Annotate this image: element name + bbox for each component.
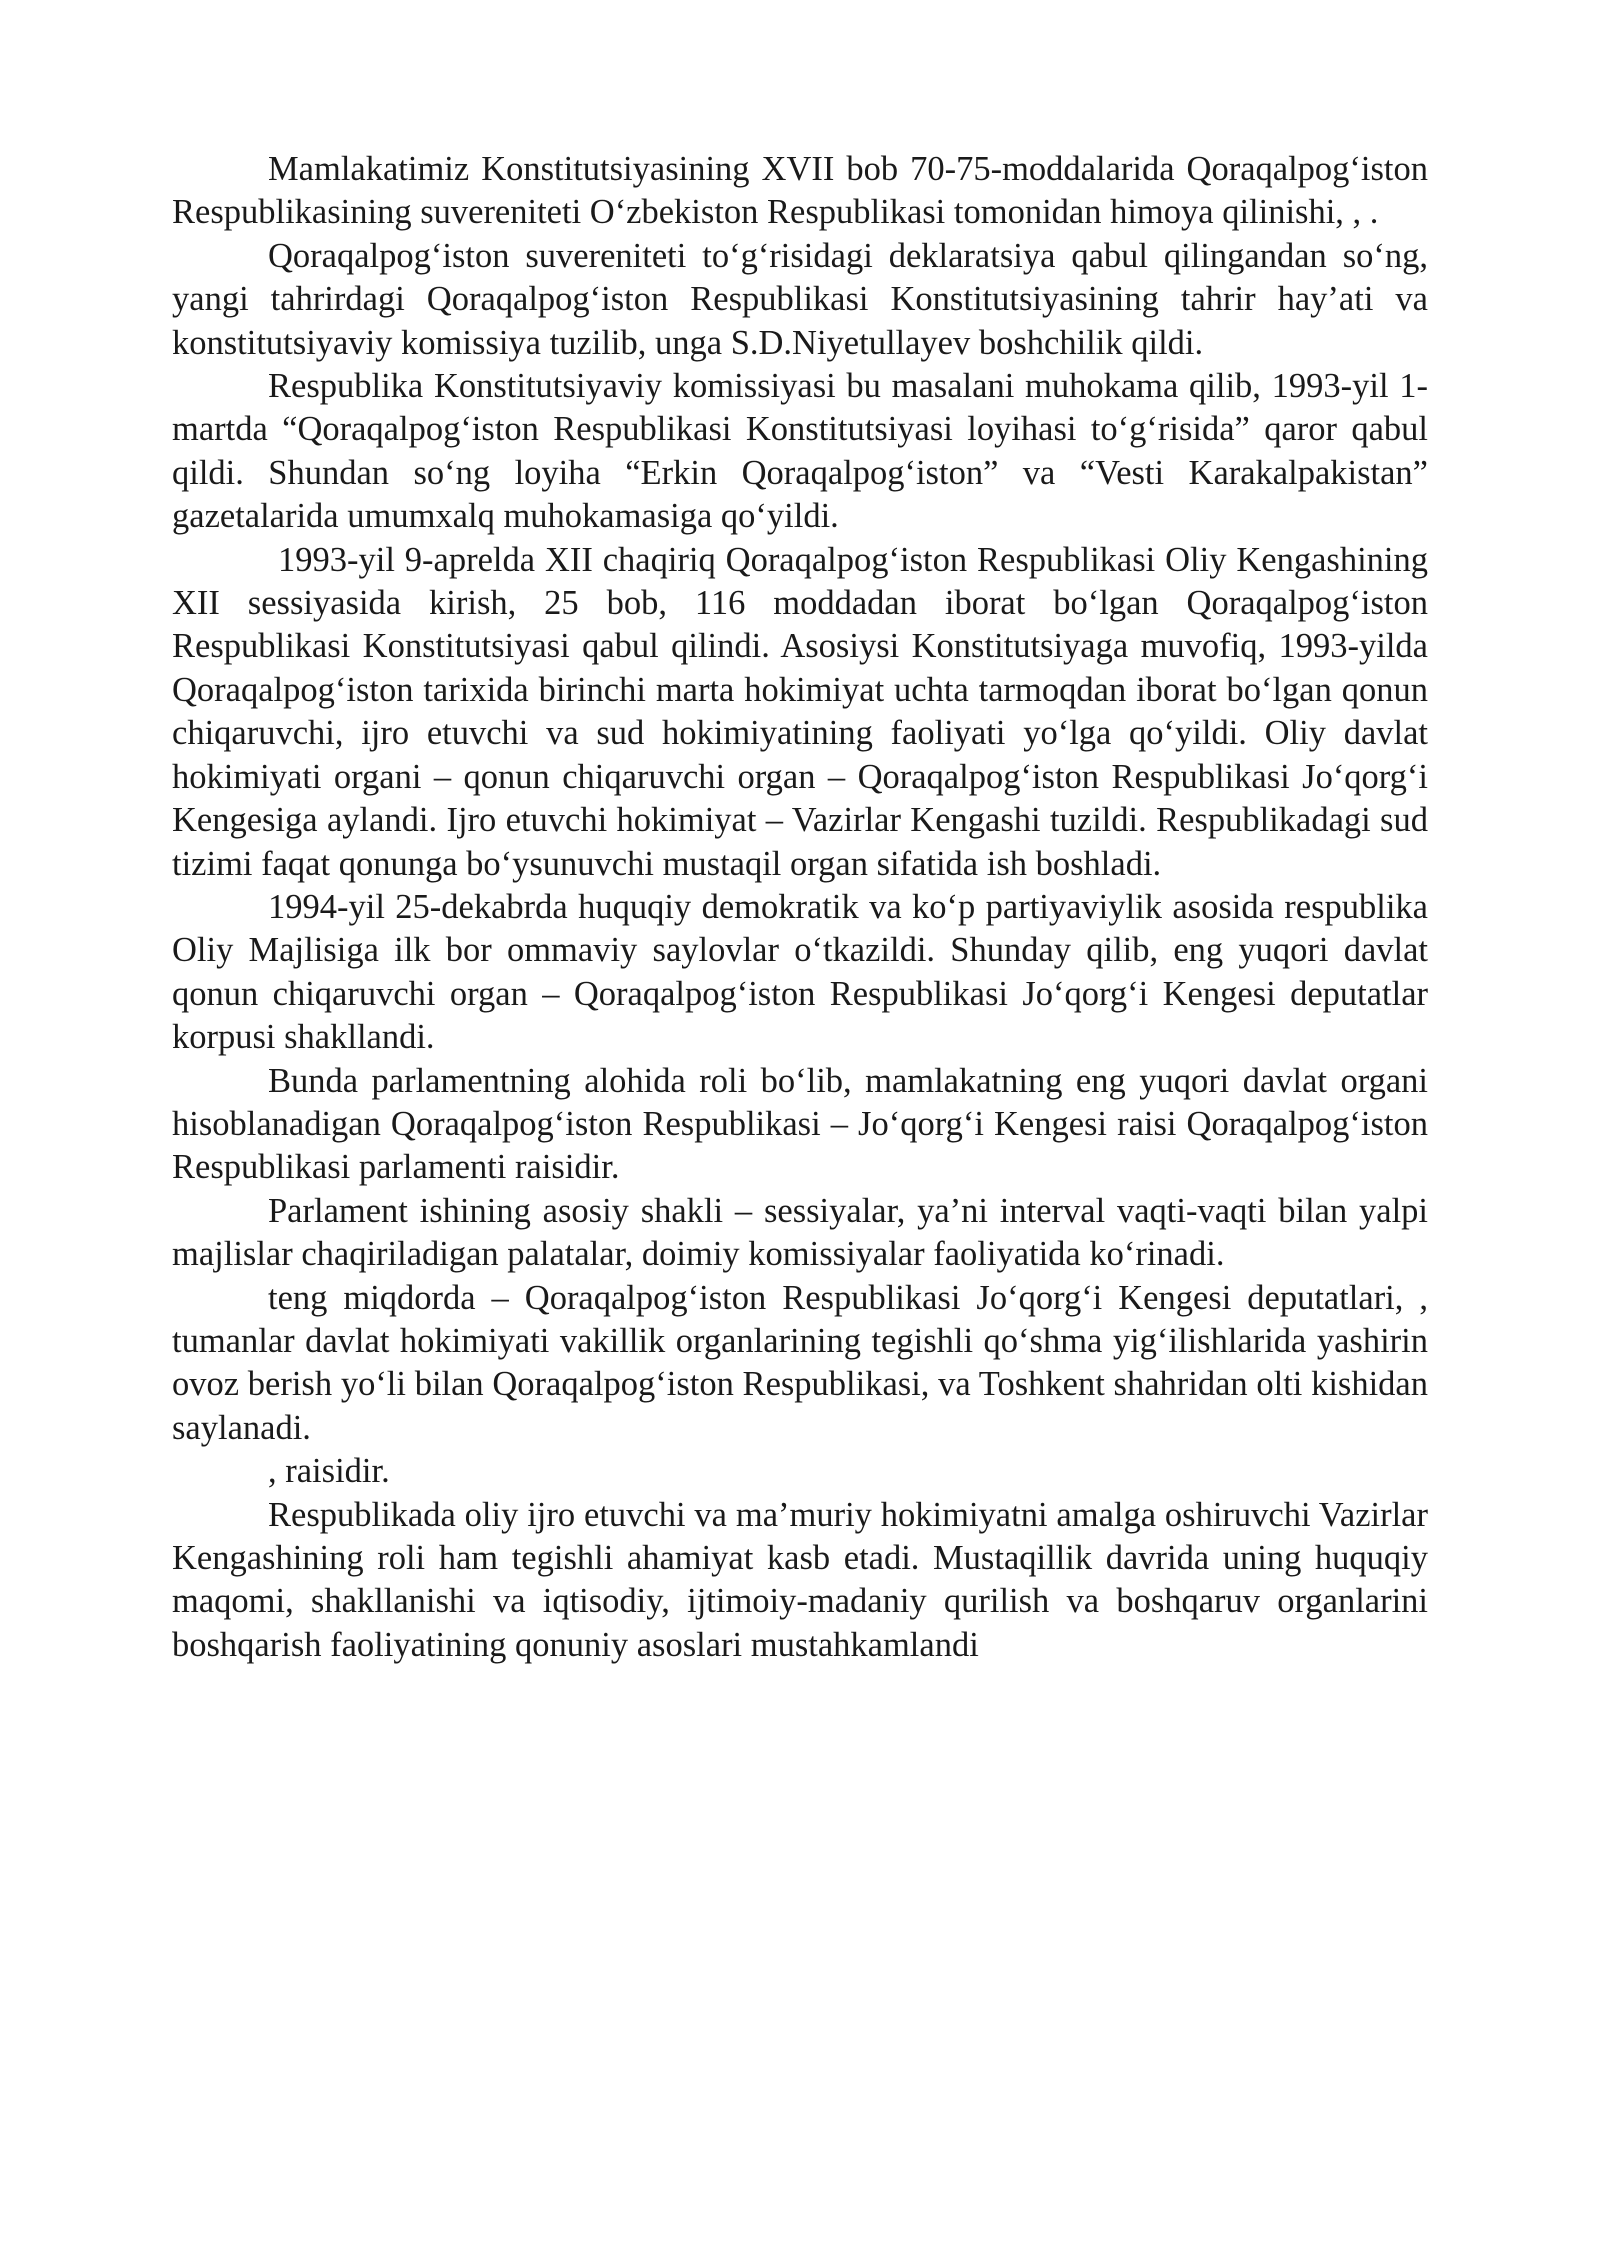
document-page xyxy=(172,148,1428,1667)
paragraph-council-of-ministers: Respublikada oliy ijro etuvchi va ma’muriy hokimiyatni amalga oshiruvchi Vazirlar Kengashining roli ham tegishli ahamiyat kasb etadi. Mustaqillik davrida uning huquqiy maqomi, shakllanishi va iqtisodiy, ijtimoiy-madaniy qurilish va boshqaruv organlarini boshqarish faoliyatining qonuniy asoslari mustahkamlandi xyxy=(172,1495,1428,1664)
paragraph-parliament-role: Bunda parlamentning alohida roli bo‘lib, mamlakatning eng yuqori davlat organi hisoblanadigan Qoraqalpog‘iston Respublikasi – Jo‘qorg‘i Kengesi raisi Qoraqalpog‘iston Respublikasi parlamenti raisidir. xyxy=(172,1061,1428,1187)
paragraph-sovereignty-declaration: Qoraqalpog‘iston suvereniteti to‘g‘risidagi deklaratsiya qabul qilingandan so‘ng, yangi tahrirdagi Qoraqalpog‘iston Respublikasi Konstitutsiyasining tahrir hay’ati va konstitutsiyaviy komissiya tuzilib, unga S.D.Niyetullayev boshchilik qildi. xyxy=(172,236,1428,362)
paragraph-constitution-chapter: Mamlakatimiz Konstitutsiyasining XVII bob 70-75-moddalarida Qoraqalpog‘iston Respublikasining suvereniteti O‘zbekiston Respublikasi tomonidan himoya qilinishi, , . xyxy=(172,150,1428,232)
paragraph-constitutional-commission: Respublika Konstitutsiyaviy komissiyasi bu masalani muhokama qilib, 1993-yil 1-martda “Qoraqalpog‘iston Respublikasi Konstitutsiyasi loyihasi to‘g‘risida” qaror qabul qildi. Shundan so‘ng loyiha “Erkin Qoraqalpog‘iston” va “Vesti Karakalpakistan” gazetalarida umumxalq muhokamasiga qo‘yildi. xyxy=(172,367,1428,536)
paragraph-constitution-adoption: 1993-yil 9-aprelda XII chaqiriq Qoraqalpog‘iston Respublikasi Oliy Kengashining XII sessiyasida kirish, 25 bob, 116 moddadan iborat bo‘lgan Qoraqalpog‘iston Respublikasi Konstitutsiyasi qabul qilindi. Asosiysi Konstitutsiyaga muvofiq, 1993-yilda Qoraqalpog‘iston tarixida birinchi marta hokimiyat uchta tarmoqdan iborat bo‘lgan qonun chiqaruvchi, ijro etuvchi va sud hokimiyatining faoliyati yo‘lga qo‘yildi. Oliy davlat hokimiyati organi – qonun chiqaruvchi organ – Qoraqalpog‘iston Respublikasi Jo‘qorg‘i Kengesiga aylandi. Ijro etuvchi hokimiyat – Vazirlar Kengashi tuzildi. Respublikadagi sud tizimi faqat qonunga bo‘ysunuvchi mustaqil organ sifatida ish boshladi. xyxy=(172,540,1428,883)
paragraph-deputies-election: teng miqdorda – Qoraqalpog‘iston Respublikasi Jo‘qorg‘i Kengesi deputatlari, , tumanlar davlat hokimiyati vakillik organlarining tegishli qo‘shma yig‘ilishlarida yashirin ovoz berish yo‘li bilan Qoraqalpog‘iston Respublikasi, va Toshkent shahridan olti kishidan saylanadi. xyxy=(172,1278,1428,1447)
paragraph-chairman-fragment: , raisidir. xyxy=(268,1452,390,1491)
paragraph-1994-elections: 1994-yil 25-dekabrda huquqiy demokratik va ko‘p partiyaviylik asosida respublika Oliy Majlisiga ilk bor ommaviy saylovlar o‘tkazildi. Shunday qilib, eng yuqori davlat qonun chiqaruvchi organ – Qoraqalpog‘iston Respublikasi Jo‘qorg‘i Kengesi deputatlar korpusi shakllandi. xyxy=(172,887,1428,1057)
paragraph-parliament-sessions: Parlament ishining asosiy shakli – sessiyalar, ya’ni interval vaqti-vaqti bilan yalpi majlislar chaqiriladigan palatalar, doimiy komissiyalar faoliyatida ko‘rinadi. xyxy=(172,1191,1428,1274)
